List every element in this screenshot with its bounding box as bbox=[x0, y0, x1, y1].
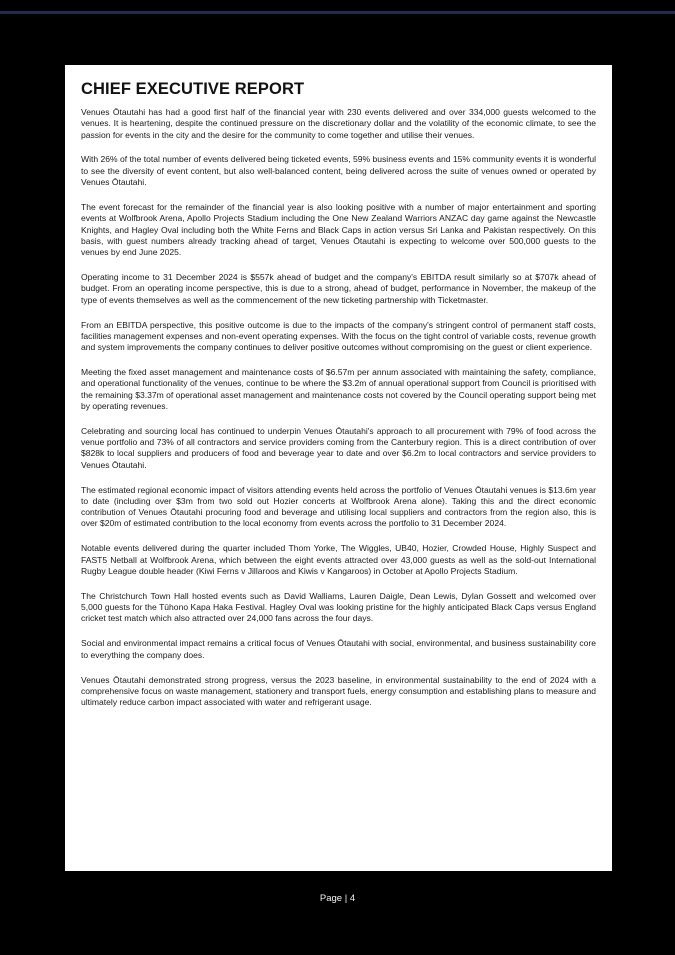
document-page bbox=[65, 65, 612, 871]
paragraph: With 26% of the total number of events delivered being ticketed events, 59% business events and 15% community events it is wonderful to see the diversity of event content, but also well-balanced content, being delivered across the suite of venues owned or operated by Venues Ōtautahi. bbox=[81, 154, 596, 188]
paragraph: Venues Ōtautahi has had a good first half of the financial year with 230 events delivered and over 334,000 guests welcomed to the venues. It is heartening, despite the continued pressure on the discretionary dollar and the volatility of the economic climate, to see the passion for events in the city and the desire for the community to come together and utilise their venues. bbox=[81, 107, 596, 140]
paragraph: The estimated regional economic impact of visitors attending events held across the portfolio of Venues Ōtautahi venues is $13.6m year to date (including over $3m from two sold out Hozier concerts at Wolfbrook Arena alone). Taking this and the direct economic contribution of Venues Ōtautahi procuring food and beverage and utilising local suppliers and contractors from the region also, this is over $20m of estimated contribution to the local economy from events across the portfolio to 31 December 2024. bbox=[81, 484, 596, 529]
paragraph: Celebrating and sourcing local has continued to underpin Venues Ōtautahi's approach to all procurement with 79% of food across the venue portfolio and 73% of all contractors and service providers coming from the Canterbury region. This is a direct contribution of over $828k to local suppliers and producers of food and beverage year to date and over $6.2m to local contractors and service providers to Venues Ōtautahi. bbox=[81, 425, 596, 470]
top-rule bbox=[0, 11, 675, 14]
paragraph: Operating income to 31 December 2024 is $557k ahead of budget and the company's EBITDA result similarly so at $707k ahead of budget. From an operating income perspective, this is due to a strong, ahead of budget, performance in November, the makeup of the type of events themselves as well as the commencement of the new ticketing partnership with Ticketmaster. bbox=[81, 272, 596, 305]
paragraph: Notable events delivered during the quarter included Thom Yorke, The Wiggles, UB40, Hozier, Crowded House, Highly Suspect and FAST5 Netball at Wolfbrook Arena, which between the eight events attracted over 43,000 guests as well as the sold-out International Rugby League double header (Kiwi Ferns v Jillaroos and Kiwis v Kangaroos) in October at Apollo Projects Stadium. bbox=[81, 543, 596, 576]
paragraph: The event forecast for the remainder of the financial year is also looking positive with a number of major entertainment and sporting events at Wolfbrook Arena, Apollo Projects Stadium including the One New Zealand Warriors ANZAC day game against the Newcastle Knights, and Hagley Oval including both the White Ferns and Black Caps in action versus Sri Lanka and Pakistan respectively. On this basis, with guest numbers already tracking ahead of target, Venues Ōtautahi is expecting to welcome over 500,000 guests to the venues by end June 2025. bbox=[81, 201, 596, 258]
paragraph: The Christchurch Town Hall hosted events such as David Walliams, Lauren Daigle, Dean Lewis, Dylan Gossett and welcomed over 5,000 guests for the Tūhono Kapa Haka Festival. Hagley Oval was looking pristine for the highly anticipated Black Caps versus England cricket test match which also attracted over 24,000 fans across the four days. bbox=[81, 590, 596, 624]
paragraph: From an EBITDA perspective, this positive outcome is due to the impacts of the company's stringent control of permanent staff costs, facilities management expenses and non-event operating expenses. With the focus on the tight control of variable costs, revenue growth and system improvements the company continues to deliver positive outcomes without compromising on the guest or client experience. bbox=[81, 319, 597, 353]
page-title: CHIEF EXECUTIVE REPORT bbox=[81, 80, 305, 98]
paragraph: Venues Ōtautahi demonstrated strong progress, versus the 2023 baseline, in environmental sustainability to the end of 2024 with a comprehensive focus on waste management, stationery and transport fuels, energy consumption and establishing plans to measure and ultimately reduce carbon impact associated with water and refrigerant usage. bbox=[81, 674, 597, 708]
paragraph: Meeting the fixed asset management and maintenance costs of $6.57m per annum associated with maintaining the safety, compliance, and operational functionality of the venues, continue to be where the $3.2m of annual operational support from Council is prioritised with the remaining $3.37m of operational asset management and maintenance costs not covered by the Council operating support being met by operating revenues. bbox=[81, 367, 596, 411]
page-number: Page | 4 bbox=[319, 893, 356, 904]
paragraph: Social and environmental impact remains a critical focus of Venues Ōtautahi with social, environmental, and business sustainability core to everything the company does. bbox=[81, 638, 596, 660]
